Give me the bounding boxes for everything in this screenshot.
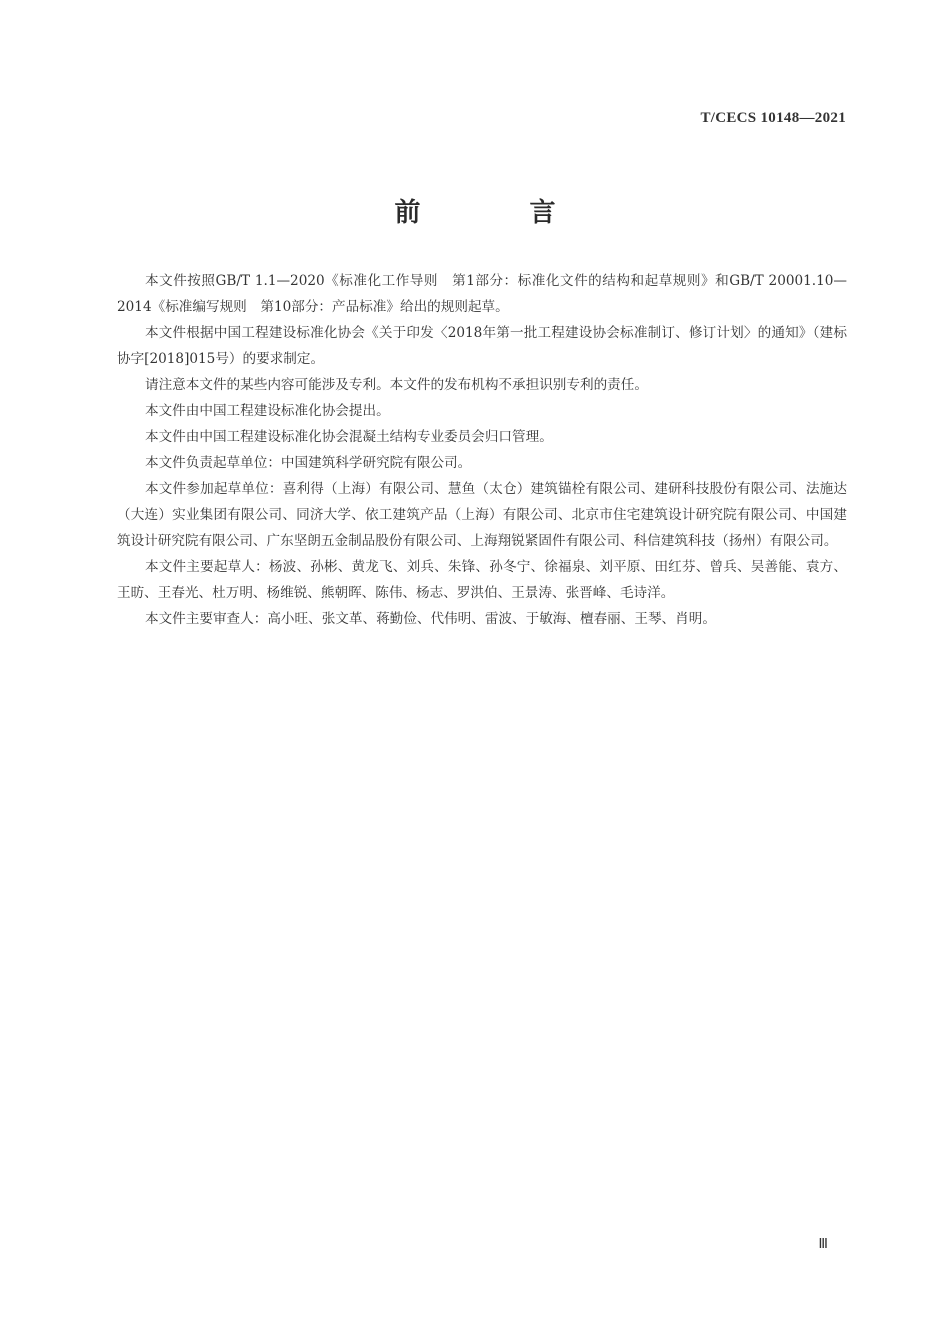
paragraph-main-reviewers: 本文件主要审查人：高小旺、张文革、蒋勤俭、代伟明、雷波、于敏海、檀春丽、王琴、肖明。 (145, 611, 716, 627)
paragraph-participating-units: 本文件参加起草单位：喜利得（上海）有限公司、慧鱼（太仓）建筑锚栓有限公司、建研科技股份有限公司、法施达（大连）实业集团有限公司、同济大学、依工建筑产品（上海）有限公司、北京市住宅建筑设计研究院有限公司、中国建筑设计研究院有限公司、广东坚朗五金制品股份有限公司、上海翔锐紧固件有限公司、科信建筑科技（扬州）有限公司。 (117, 481, 847, 549)
page-number: Ⅲ (818, 1237, 828, 1252)
paragraph-drafting-rules: 本文件按照GB/T 1.1—2020《标准化工作导则 第1部分：标准化文件的结构和起草规则》和GB/T 20001.10—2014《标准编写规则 第10部分：产品标准》给出的规则起草。 (117, 273, 847, 315)
foreword-body (117, 268, 847, 632)
paragraph-patent-notice: 请注意本文件的某些内容可能涉及专利。本文件的发布机构不承担识别专利的责任。 (145, 377, 648, 393)
paragraph-proposer: 本文件由中国工程建设标准化协会提出。 (145, 403, 390, 419)
section-title: 前 言 (394, 198, 606, 228)
paragraph-lead-drafter: 本文件负责起草单位：中国建筑科学研究院有限公司。 (145, 455, 472, 471)
document-code: T/CECS 10148—2021 (700, 110, 846, 126)
paragraph-basis: 本文件根据中国工程建设标准化协会《关于印发〈2018年第一批工程建设协会标准制订、修订计划〉的通知》（建标协字[2018]015号）的要求制定。 (117, 325, 847, 367)
paragraph-administration: 本文件由中国工程建设标准化协会混凝土结构专业委员会归口管理。 (145, 429, 553, 445)
paragraph-main-drafters: 本文件主要起草人：杨波、孙彬、黄龙飞、刘兵、朱锋、孙冬宁、徐福泉、刘平原、田红芬、曾兵、吴善能、袁方、王昉、王春光、杜万明、杨维锐、熊朝晖、陈伟、杨志、罗洪伯、王景涛、张晋峰、毛诗洋。 (117, 559, 847, 601)
